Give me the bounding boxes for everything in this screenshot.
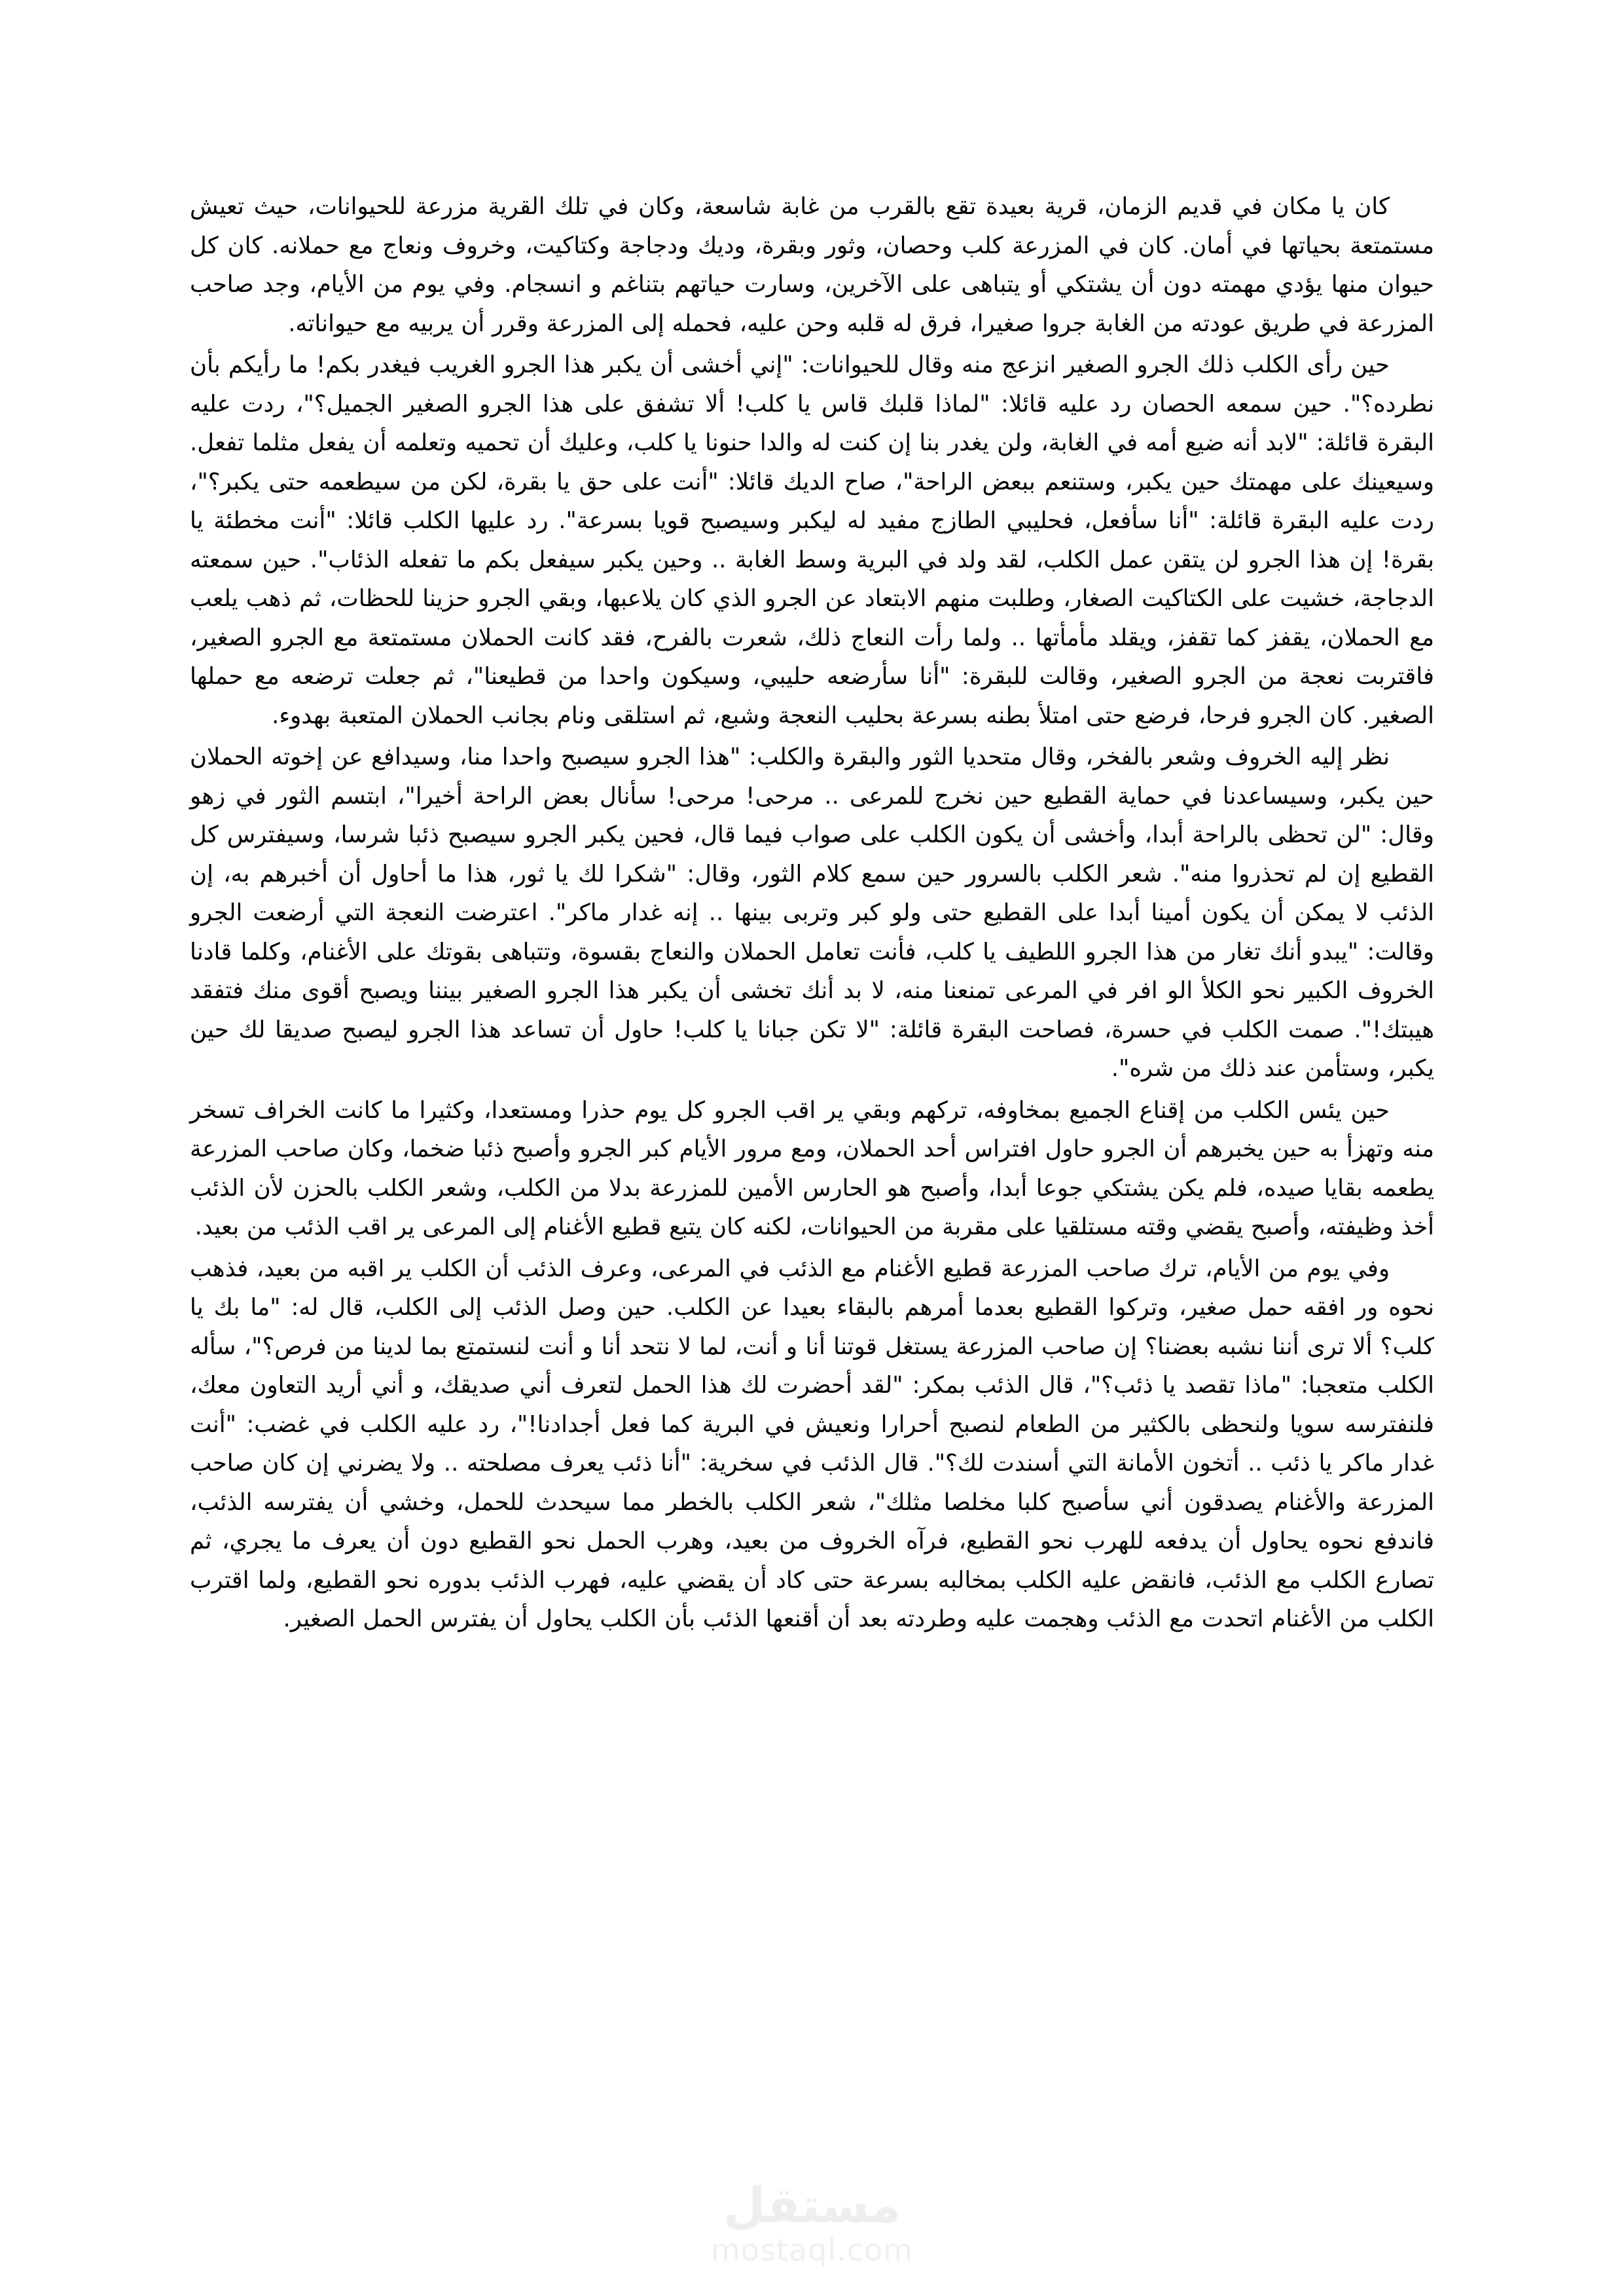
watermark-brand-arabic: مستقل — [723, 2178, 901, 2234]
paragraph: حين يئس الكلب من إقناع الجميع بمخاوفه، تركهم وبقي ير اقب الجرو كل يوم حذرا ومستعدا، وكثيرا ما كانت الخراف تسخر منه وتهزأ به حين يخبرهم أن الجرو حاول افتراس أحد الحملان، ومع مرور الأيام كبر الجرو وأصبح ذئبا ضخما، وكان صاحب المزرعة يطعمه بقايا صيده، فلم يكن يشتكي جوعا أبدا، وأصبح هو الحارس الأمين للمزرعة بدلا من الكلب، وشعر الكلب بالحزن لأن الذئب أخذ وظيفته، وأصبح يقضي وقته مستلقيا على مقربة من الحيوانات، لكنه كان يتبع قطيع الأغنام إلى المرعى ير اقب الذئب من بعيد. — [190, 1096, 1434, 1240]
paragraph: كان يا مكان في قديم الزمان، قرية بعيدة تقع بالقرب من غابة شاسعة، وكان في تلك القرية مزرعة للحيوانات، حيث تعيش مستمتعة بحياتها في أمان. كان في المزرعة كلب وحصان، وثور وبقرة، وديك ودجاجة وكتاكيت، وخروف ونعاج مع حملانه. كان كل حيوان منها يؤدي مهمته دون أن يشتكي أو يتباهى على الآخرين، وسارت حياتهم بتناغم و انسجام. وفي يوم من الأيام، وجد صاحب المزرعة في طريق عودته من الغابة جروا صغيرا، فرق له قلبه وحن عليه، فحمله إلى المزرعة وقرر أن يربيه مع حيواناته. — [190, 193, 1434, 337]
paragraph: نظر إليه الخروف وشعر بالفخر، وقال متحديا الثور والبقرة والكلب: "هذا الجرو سيصبح واحدا منا، وسيدافع عن إخوته الحملان حين يكبر، وسيساعدنا في حماية القطيع حين نخرج للمرعى .. مرحى! مرحى! سأنال بعض الراحة أخيرا"، ابتسم الثور في زهو وقال: "لن تحظى بالراحة أبدا، وأخشى أن يكون الكلب على صواب فيما قال، فحين يكبر الجرو سيصبح ذئبا شرسا، وسيفترس كل القطيع إن لم تحذروا منه". شعر الكلب بالسرور حين سمع كلام الثور، وقال: "شكرا لك يا ثور، هذا ما أحاول أن أخبرهم به، إن الذئب لا يمكن أن يكون أمينا أبدا على القطيع حتى ولو كبر وتربى بينها .. إنه غدار ماكر". اعترضت النعجة التي أرضعت الجرو وقالت: "يبدو أنك تغار من هذا الجرو اللطيف يا كلب، فأنت تعامل الحملان والنعاج بقسوة، وتتباهى بقوتك على الأغنام، وكلما قادنا الخروف الكبير نحو الكلأ الو افر في المرعى تمنعنا منه، لا بد أنك تخشى أن يكبر هذا الجرو الصغير بيننا ويصبح أقوى منك فتفقد هيبتك!". صمت الكلب في حسرة، فصاحت البقرة قائلة: "لا تكن جبانا يا كلب! حاول أن تساعد هذا الجرو ليصبح صديقا لك حين يكبر، وستأمن عند ذلك من شره". — [190, 744, 1434, 1082]
paragraph: حين رأى الكلب ذلك الجرو الصغير انزعج منه وقال للحيوانات: "إني أخشى أن يكبر هذا الجرو الغريب فيغدر بكم! ما رأيكم بأن نطرده؟". حين سمعه الحصان رد عليه قائلا: "لماذا قلبك قاس يا كلب! ألا تشفق على هذا الجرو الصغير الجميل؟"، ردت عليه البقرة قائلة: "لابد أنه ضيع أمه في الغابة، ولن يغدر بنا إن كنت له والدا حنونا يا كلب، وعليك أن تحميه وتعلمه أن يفعل مثلما تفعل. وسيعينك على مهمتك حين يكبر، وستنعم ببعض الراحة"، صاح الديك قائلا: "أنت على حق يا بقرة، لكن من سيطعمه حتى يكبر؟"، ردت عليه البقرة قائلة: "أنا سأفعل، فحليبي الطازج مفيد له ليكبر وسيصبح قويا بسرعة". رد عليها الكلب قائلا: "أنت مخطئة يا بقرة! إن هذا الجرو لن يتقن عمل الكلب، لقد ولد في البرية وسط الغابة .. وحين يكبر سيفعل بكم ما تفعله الذئاب". حين سمعته الدجاجة، خشيت على الكتاكيت الصغار، وطلبت منهم الابتعاد عن الجرو الذي كان يلاعبها، وبقي الجرو حزينا للحظات، ثم ذهب يلعب مع الحملان، يقفز كما تقفز، ويقلد مأمأتها .. ولما رأت النعاج ذلك، شعرت بالفرح، فقد كانت الحملان مستمتعة مع الجرو الصغير، فاقتربت نعجة من الجرو الصغير، وقالت للبقرة: "أنا سأرضعه حليبي، وسيكون واحدا من قطيعنا"، ثم جعلت ترضعه مع حملها الصغير. كان الجرو فرحا، فرضع حتى امتلأ بطنه بسرعة بحليب النعجة وشبع، ثم استلقى ونام بجانب الحملان المتعبة بهدوء. — [190, 351, 1434, 729]
document-body — [190, 187, 1434, 1641]
paragraph: وفي يوم من الأيام، ترك صاحب المزرعة قطيع الأغنام مع الذئب في المرعى، وعرف الذئب أن الكلب ير اقبه من بعيد، فذهب نحوه ور افقه حمل صغير، وتركوا القطيع بعدما أمرهم بالبقاء بعيدا عن الكلب. حين وصل الذئب إلى الكلب، قال له: "ما بك يا كلب؟ ألا ترى أننا نشبه بعضنا؟ إن صاحب المزرعة يستغل قوتنا أنا و أنت، لما لا نتحد أنا و أنت لنستمتع بما لدينا من فرص؟"، سأله الكلب متعجبا: "ماذا تقصد يا ذئب؟"، قال الذئب بمكر: "لقد أحضرت لك هذا الحمل لتعرف أني صديقك، و أني أريد التعاون معك، فلنفترسه سويا ولنحظى بالكثير من الطعام لنصبح أحرارا ونعيش في البرية كما فعل أجدادنا!"، رد عليه الكلب في غضب: "أنت غدار ماكر يا ذئب .. أتخون الأمانة التي أسندت لك؟". قال الذئب في سخرية: "أنا ذئب يعرف مصلحته .. ولا يضرني إن كان صاحب المزرعة والأغنام يصدقون أني سأصبح كلبا مخلصا مثلك"، شعر الكلب بالخطر مما سيحدث للحمل، وخشي أن يفترسه الذئب، فاندفع نحوه يحاول أن يدفعه للهرب نحو القطيع، فرآه الخروف من بعيد، وهرب الحمل نحو القطيع دون أن يعرف ما يجري، ثم تصارع الكلب مع الذئب، فانقض عليه الكلب بمخالبه بسرعة حتى كاد أن يقضي عليه، فهرب الذئب بدوره نحو القطيع، ولما اقترب الكلب من الأغنام اتحدت مع الذئب وهجمت عليه وطردته بعد أن أقنعها الذئب بأن الكلب يحاول أن يفترس الحمل الصغير. — [190, 1255, 1434, 1632]
watermark — [675, 2179, 950, 2267]
watermark-domain: mostaql.com — [711, 2233, 913, 2268]
